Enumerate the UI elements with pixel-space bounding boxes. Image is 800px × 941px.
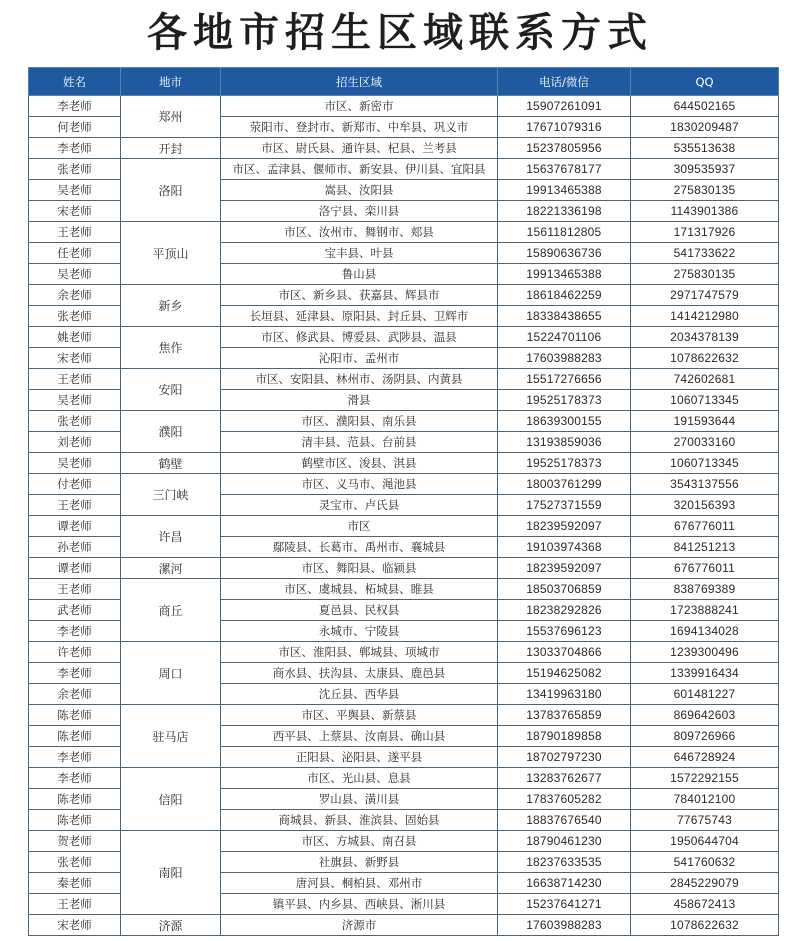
cell-qq: 320156393 — [631, 495, 779, 516]
cell-qq: 2971747579 — [631, 285, 779, 306]
cell-qq: 1078622632 — [631, 348, 779, 369]
cell-name: 吴老师 — [29, 264, 121, 285]
cell-phone: 15517276656 — [498, 369, 631, 390]
table-row — [29, 474, 779, 495]
cell-qq: 458672413 — [631, 894, 779, 915]
cell-name: 王老师 — [29, 369, 121, 390]
cell-phone: 17527371559 — [498, 495, 631, 516]
cell-name: 陈老师 — [29, 789, 121, 810]
table-row — [29, 642, 779, 663]
cell-qq: 1723888241 — [631, 600, 779, 621]
cell-name: 李老师 — [29, 96, 121, 117]
cell-phone: 15890636736 — [498, 243, 631, 264]
cell-qq: 541733622 — [631, 243, 779, 264]
table-row — [29, 453, 779, 474]
cell-name: 王老师 — [29, 894, 121, 915]
cell-city: 新乡 — [121, 285, 221, 327]
cell-name: 吴老师 — [29, 390, 121, 411]
cell-qq: 2034378139 — [631, 327, 779, 348]
cell-phone: 13193859036 — [498, 432, 631, 453]
header-qq: QQ — [631, 68, 779, 96]
cell-qq: 191593644 — [631, 411, 779, 432]
cell-qq: 646728924 — [631, 747, 779, 768]
cell-qq: 535513638 — [631, 138, 779, 159]
cell-phone: 13033704866 — [498, 642, 631, 663]
cell-city: 郑州 — [121, 96, 221, 138]
cell-name: 吴老师 — [29, 453, 121, 474]
cell-area: 灵宝市、卢氏县 — [221, 495, 498, 516]
cell-phone: 18237633535 — [498, 852, 631, 873]
cell-qq: 1694134028 — [631, 621, 779, 642]
cell-qq: 1060713345 — [631, 453, 779, 474]
cell-qq: 644502165 — [631, 96, 779, 117]
cell-name: 宋老师 — [29, 348, 121, 369]
cell-name: 余老师 — [29, 285, 121, 306]
cell-qq: 275830135 — [631, 264, 779, 285]
table-header-row — [29, 68, 779, 96]
table-row — [29, 159, 779, 180]
cell-phone: 19525178373 — [498, 453, 631, 474]
cell-qq: 1239300496 — [631, 642, 779, 663]
cell-name: 李老师 — [29, 621, 121, 642]
cell-phone: 18239592097 — [498, 558, 631, 579]
cell-phone: 18221336198 — [498, 201, 631, 222]
cell-area: 宝丰县、叶县 — [221, 243, 498, 264]
cell-qq: 1830209487 — [631, 117, 779, 138]
cell-name: 谭老师 — [29, 558, 121, 579]
cell-area: 市区 — [221, 516, 498, 537]
cell-area: 清丰县、范县、台前县 — [221, 432, 498, 453]
cell-name: 李老师 — [29, 747, 121, 768]
cell-area: 社旗县、新野县 — [221, 852, 498, 873]
table-row — [29, 96, 779, 117]
cell-city: 驻马店 — [121, 705, 221, 768]
cell-area: 市区、修武县、博爱县、武陟县、温县 — [221, 327, 498, 348]
cell-name: 张老师 — [29, 411, 121, 432]
cell-phone: 15637678177 — [498, 159, 631, 180]
cell-name: 吴老师 — [29, 180, 121, 201]
cell-qq: 1950644704 — [631, 831, 779, 852]
table-row — [29, 222, 779, 243]
cell-phone: 13783765859 — [498, 705, 631, 726]
cell-city: 济源 — [121, 915, 221, 936]
cell-name: 陈老师 — [29, 726, 121, 747]
table-row — [29, 705, 779, 726]
cell-name: 李老师 — [29, 138, 121, 159]
table-body — [29, 96, 779, 936]
cell-phone: 13283762677 — [498, 768, 631, 789]
cell-city: 商丘 — [121, 579, 221, 642]
cell-city: 南阳 — [121, 831, 221, 915]
cell-area: 滑县 — [221, 390, 498, 411]
cell-city: 三门峡 — [121, 474, 221, 516]
cell-area: 沈丘县、西华县 — [221, 684, 498, 705]
cell-area: 市区、平舆县、新蔡县 — [221, 705, 498, 726]
header-city: 地市 — [121, 68, 221, 96]
cell-name: 宋老师 — [29, 915, 121, 936]
cell-phone: 18639300155 — [498, 411, 631, 432]
cell-area: 沁阳市、孟州市 — [221, 348, 498, 369]
cell-qq: 784012100 — [631, 789, 779, 810]
cell-name: 李老师 — [29, 768, 121, 789]
cell-phone: 18238292826 — [498, 600, 631, 621]
cell-name: 贺老师 — [29, 831, 121, 852]
cell-name: 何老师 — [29, 117, 121, 138]
table-row — [29, 285, 779, 306]
cell-name: 王老师 — [29, 495, 121, 516]
cell-area: 市区、新乡县、获嘉县、辉县市 — [221, 285, 498, 306]
cell-name: 谭老师 — [29, 516, 121, 537]
cell-area: 鹤壁市区、浚县、淇县 — [221, 453, 498, 474]
cell-area: 西平县、上蔡县、汝南县、确山县 — [221, 726, 498, 747]
table-row — [29, 411, 779, 432]
cell-area: 荥阳市、登封市、新郑市、中牟县、巩义市 — [221, 117, 498, 138]
cell-area: 商城县、新县、淮滨县、固始县 — [221, 810, 498, 831]
cell-name: 许老师 — [29, 642, 121, 663]
cell-phone: 16638714230 — [498, 873, 631, 894]
cell-qq: 309535937 — [631, 159, 779, 180]
cell-qq: 1339916434 — [631, 663, 779, 684]
cell-name: 王老师 — [29, 222, 121, 243]
cell-city: 濮阳 — [121, 411, 221, 453]
cell-phone: 18837676540 — [498, 810, 631, 831]
cell-name: 付老师 — [29, 474, 121, 495]
cell-phone: 17603988283 — [498, 348, 631, 369]
cell-qq: 270033160 — [631, 432, 779, 453]
cell-name: 张老师 — [29, 159, 121, 180]
cell-phone: 18702797230 — [498, 747, 631, 768]
cell-name: 姚老师 — [29, 327, 121, 348]
cell-phone: 15907261091 — [498, 96, 631, 117]
cell-area: 鲁山县 — [221, 264, 498, 285]
table-row — [29, 558, 779, 579]
cell-city: 鹤壁 — [121, 453, 221, 474]
cell-area: 市区、舞阳县、临颍县 — [221, 558, 498, 579]
cell-name: 余老师 — [29, 684, 121, 705]
cell-area: 嵩县、汝阳县 — [221, 180, 498, 201]
cell-area: 镇平县、内乡县、西峡县、淅川县 — [221, 894, 498, 915]
cell-area: 长垣县、延津县、原阳县、封丘县、卫辉市 — [221, 306, 498, 327]
cell-phone: 19525178373 — [498, 390, 631, 411]
cell-phone: 18503706859 — [498, 579, 631, 600]
cell-city: 平顶山 — [121, 222, 221, 285]
cell-area: 市区、义马市、渑池县 — [221, 474, 498, 495]
cell-area: 市区、虞城县、柘城县、睢县 — [221, 579, 498, 600]
cell-phone: 15194625082 — [498, 663, 631, 684]
cell-phone: 19913465388 — [498, 180, 631, 201]
cell-area: 市区、淮阳县、郸城县、项城市 — [221, 642, 498, 663]
cell-name: 李老师 — [29, 663, 121, 684]
cell-city: 许昌 — [121, 516, 221, 558]
cell-phone: 15237805956 — [498, 138, 631, 159]
cell-area: 永城市、宁陵县 — [221, 621, 498, 642]
cell-phone: 19103974368 — [498, 537, 631, 558]
cell-area: 正阳县、泌阳县、遂平县 — [221, 747, 498, 768]
cell-qq: 676776011 — [631, 558, 779, 579]
cell-qq: 869642603 — [631, 705, 779, 726]
cell-phone: 19913465388 — [498, 264, 631, 285]
cell-name: 刘老师 — [29, 432, 121, 453]
cell-area: 商水县、扶沟县、太康县、鹿邑县 — [221, 663, 498, 684]
cell-city: 洛阳 — [121, 159, 221, 222]
cell-city: 周口 — [121, 642, 221, 705]
table-row — [29, 516, 779, 537]
cell-qq: 809726966 — [631, 726, 779, 747]
cell-city: 漯河 — [121, 558, 221, 579]
cell-name: 陈老师 — [29, 705, 121, 726]
cell-phone: 17671079316 — [498, 117, 631, 138]
cell-qq: 77675743 — [631, 810, 779, 831]
cell-qq: 1143901386 — [631, 201, 779, 222]
header-name: 姓名 — [29, 68, 121, 96]
cell-name: 张老师 — [29, 852, 121, 873]
cell-city: 信阳 — [121, 768, 221, 831]
cell-area: 洛宁县、栾川县 — [221, 201, 498, 222]
cell-phone: 15237641271 — [498, 894, 631, 915]
cell-phone: 18790189858 — [498, 726, 631, 747]
table-row — [29, 831, 779, 852]
cell-phone: 17603988283 — [498, 915, 631, 936]
table-row — [29, 138, 779, 159]
cell-area: 市区、濮阳县、南乐县 — [221, 411, 498, 432]
cell-qq: 601481227 — [631, 684, 779, 705]
cell-area: 唐河县、桐柏县、邓州市 — [221, 873, 498, 894]
cell-area: 市区、安阳县、林州市、汤阴县、内黄县 — [221, 369, 498, 390]
cell-name: 任老师 — [29, 243, 121, 264]
cell-area: 罗山县、潢川县 — [221, 789, 498, 810]
cell-area: 鄢陵县、长葛市、禹州市、襄城县 — [221, 537, 498, 558]
cell-qq: 676776011 — [631, 516, 779, 537]
cell-qq: 841251213 — [631, 537, 779, 558]
cell-phone: 18618462259 — [498, 285, 631, 306]
cell-phone: 15611812805 — [498, 222, 631, 243]
cell-name: 陈老师 — [29, 810, 121, 831]
table-row — [29, 579, 779, 600]
table-row — [29, 768, 779, 789]
cell-area: 市区、方城县、南召县 — [221, 831, 498, 852]
cell-qq: 541760632 — [631, 852, 779, 873]
cell-area: 济源市 — [221, 915, 498, 936]
cell-name: 孙老师 — [29, 537, 121, 558]
cell-qq: 838769389 — [631, 579, 779, 600]
cell-qq: 742602681 — [631, 369, 779, 390]
cell-phone: 18790461230 — [498, 831, 631, 852]
table-row — [29, 369, 779, 390]
cell-phone: 17837605282 — [498, 789, 631, 810]
cell-qq: 1060713345 — [631, 390, 779, 411]
cell-qq: 171317926 — [631, 222, 779, 243]
cell-phone: 15224701106 — [498, 327, 631, 348]
cell-name: 武老师 — [29, 600, 121, 621]
cell-phone: 18239592097 — [498, 516, 631, 537]
cell-qq: 1414212980 — [631, 306, 779, 327]
cell-name: 王老师 — [29, 579, 121, 600]
cell-city: 焦作 — [121, 327, 221, 369]
cell-area: 市区、尉氏县、通许县、杞县、兰考县 — [221, 138, 498, 159]
table-row — [29, 915, 779, 936]
cell-qq: 275830135 — [631, 180, 779, 201]
cell-name: 张老师 — [29, 306, 121, 327]
contacts-table — [28, 67, 779, 936]
cell-qq: 3543137556 — [631, 474, 779, 495]
cell-area: 市区、汝州市、舞钢市、郏县 — [221, 222, 498, 243]
cell-qq: 1078622632 — [631, 915, 779, 936]
cell-name: 秦老师 — [29, 873, 121, 894]
cell-area: 夏邑县、民权县 — [221, 600, 498, 621]
cell-qq: 2845229079 — [631, 873, 779, 894]
cell-phone: 18338438655 — [498, 306, 631, 327]
cell-phone: 15537696123 — [498, 621, 631, 642]
cell-phone: 18003761299 — [498, 474, 631, 495]
page-title: 各地市招生区域联系方式 — [147, 9, 653, 56]
header-area: 招生区域 — [221, 68, 498, 96]
cell-city: 安阳 — [121, 369, 221, 411]
cell-qq: 1572292155 — [631, 768, 779, 789]
cell-name: 宋老师 — [29, 201, 121, 222]
cell-phone: 13419963180 — [498, 684, 631, 705]
table-row — [29, 327, 779, 348]
cell-area: 市区、新密市 — [221, 96, 498, 117]
cell-area: 市区、光山县、息县 — [221, 768, 498, 789]
cell-city: 开封 — [121, 138, 221, 159]
cell-area: 市区、孟津县、偃师市、新安县、伊川县、宜阳县 — [221, 159, 498, 180]
header-phone: 电话/微信 — [498, 68, 631, 96]
